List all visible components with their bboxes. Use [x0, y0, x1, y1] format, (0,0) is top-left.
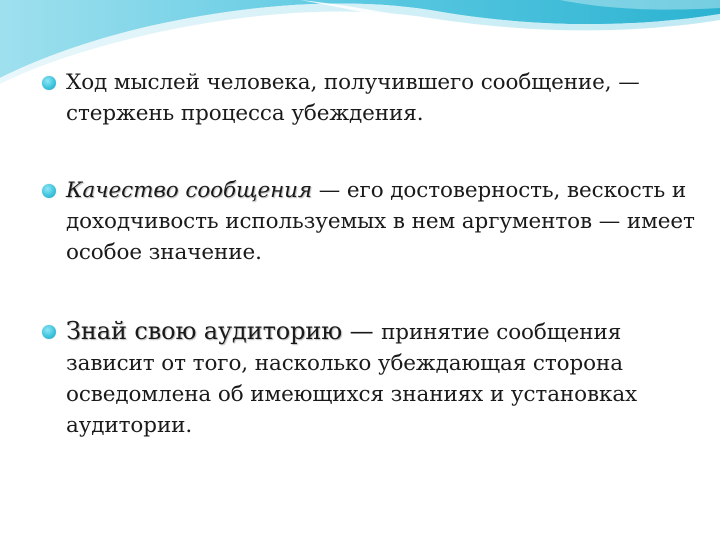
- bullet-emphasis: Знай свою аудиторию: [66, 317, 343, 345]
- bullet-dot-icon: [42, 184, 56, 198]
- bullet-item: [42, 316, 702, 441]
- bullet-text: [66, 316, 702, 441]
- bullet-dash: —: [342, 317, 382, 345]
- bullet-body: — его достоверность, вескость и доходчивость используемых в нем аргументов — имеет особое значение.: [66, 178, 695, 265]
- bullet-emphasis: Качество сообщения: [66, 178, 313, 203]
- bullet-dot-icon: [42, 325, 56, 339]
- bullet-item: [42, 175, 702, 268]
- bullet-item: [42, 67, 702, 129]
- bullet-dot-icon: [42, 76, 56, 90]
- bullet-body: Ход мыслей человека, получившего сообщение, — стержень процесса убеждения.: [66, 70, 640, 126]
- bullet-body: принятие сообщения зависит от того, насколько убеждающая сторона осведомлена об имеющихся знаниях и установках аудитории.: [66, 320, 638, 438]
- bullet-text: [66, 67, 702, 129]
- bullet-text: [66, 175, 702, 268]
